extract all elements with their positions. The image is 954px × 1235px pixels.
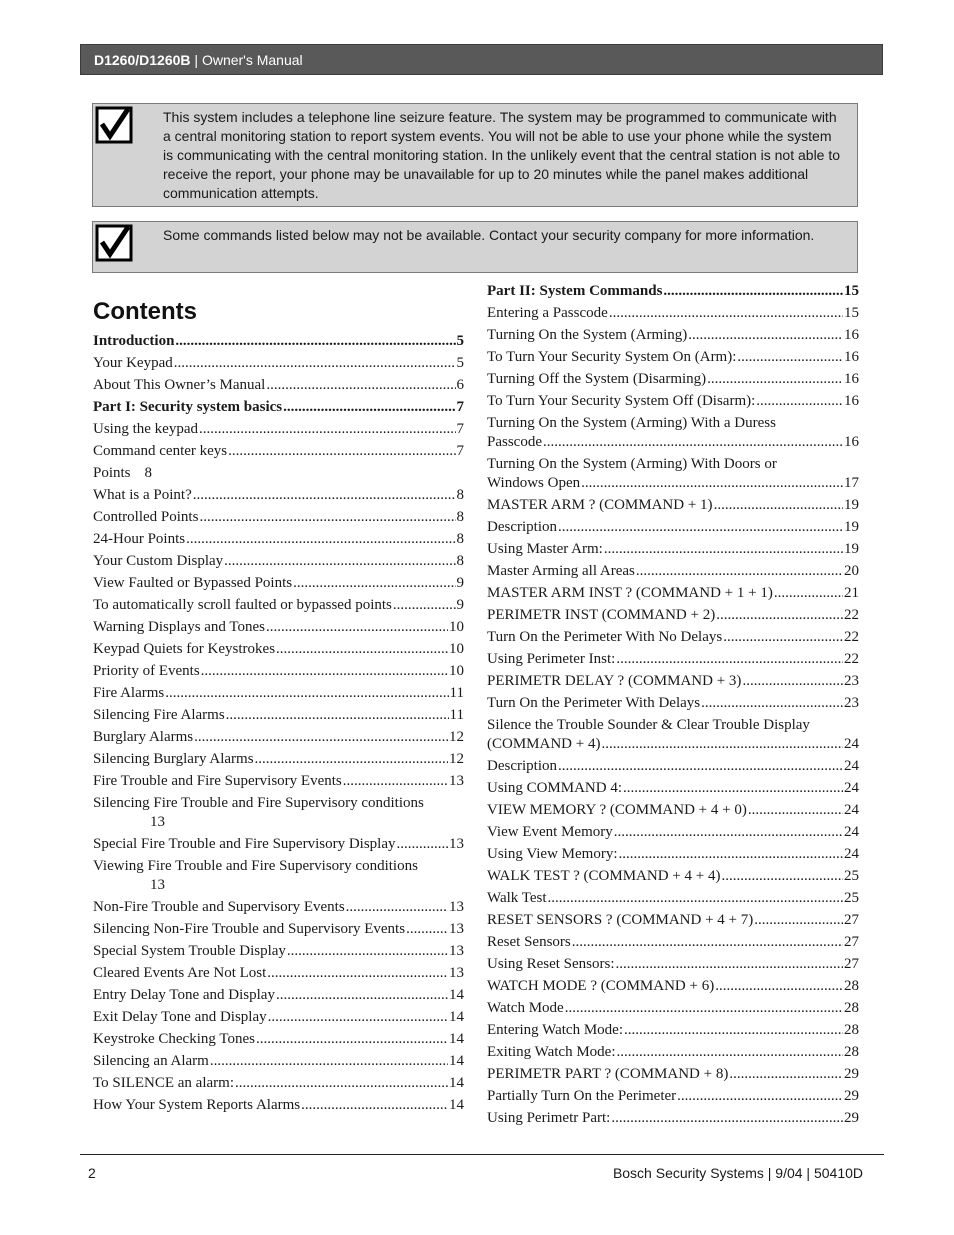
dot-leader	[256, 1030, 448, 1049]
model-number: D1260/D1260B	[94, 52, 191, 68]
toc-entry[interactable]	[487, 716, 859, 754]
toc-entry[interactable]	[93, 942, 464, 961]
toc-entry-page: 13	[150, 877, 165, 893]
footer-divider	[80, 1154, 884, 1155]
dot-leader	[663, 282, 843, 301]
dot-leader	[210, 1052, 448, 1071]
dot-leader	[267, 964, 448, 983]
toc-entry-title: Description	[487, 519, 557, 535]
dot-leader	[618, 845, 843, 864]
toc-entry-page: 15	[844, 305, 859, 321]
toc-entry-page: 24	[844, 802, 859, 818]
dot-leader	[701, 694, 843, 713]
toc-entry-page: 21	[844, 585, 859, 601]
toc-entry[interactable]	[487, 562, 859, 581]
toc-entry[interactable]	[93, 920, 464, 939]
toc-entry[interactable]	[93, 662, 464, 681]
toc-entry-page: 22	[844, 629, 859, 645]
toc-entry[interactable]	[487, 455, 859, 493]
note-text: This system includes a telephone line seizure feature. The system may be programmed to communicate with a central monitoring station to report system events. You will not be able to use your phone while the system is communicating with the central monitoring station. In the unlikely event that the central station is not able to receive the report, your phone may be unavailable for up to 20 minutes while the panel makes additional communication attempts.	[163, 109, 841, 201]
toc-entry-title: Silencing an Alarm	[93, 1053, 209, 1069]
dot-leader	[774, 584, 843, 603]
toc-entry[interactable]	[93, 986, 464, 1005]
toc-entry-title: Turning On the System (Arming)	[487, 327, 688, 343]
toc-entry-title-continued: Windows Open	[487, 475, 581, 491]
toc-entry[interactable]	[487, 823, 859, 842]
toc-entry-title: Cleared Events Are Not Lost	[93, 965, 267, 981]
checkbox-icon	[95, 106, 133, 144]
toc-entry[interactable]	[93, 640, 464, 659]
contents-heading: Contents	[93, 298, 197, 325]
dot-leader	[266, 618, 448, 637]
dot-leader	[235, 1074, 448, 1093]
dot-leader	[193, 486, 456, 505]
toc-entry[interactable]	[487, 911, 859, 930]
dot-leader	[199, 508, 455, 527]
toc-entry[interactable]	[93, 1008, 464, 1027]
toc-entry-page: 5	[456, 333, 464, 349]
toc-entry[interactable]	[93, 442, 464, 461]
dot-leader	[226, 706, 449, 725]
toc-entry-title: Using Reset Sensors:	[487, 956, 615, 972]
toc-entry-title: PERIMETR INST (COMMAND + 2)	[487, 607, 716, 623]
toc-entry[interactable]	[487, 1021, 859, 1040]
toc-entry-title: To automatically scroll faulted or bypassed points	[93, 597, 392, 613]
toc-entry-page: 29	[844, 1066, 859, 1082]
toc-entry-page: 25	[844, 890, 859, 906]
toc-entry[interactable]	[487, 933, 859, 952]
note-box-phone-seizure	[92, 103, 858, 207]
toc-entry-page: 10	[449, 619, 464, 635]
dot-leader	[175, 332, 455, 351]
toc-entry[interactable]	[487, 518, 859, 537]
dot-leader	[201, 662, 448, 681]
dot-leader	[748, 801, 843, 820]
toc-entry-title: Your Custom Display	[93, 553, 224, 569]
toc-entry[interactable]	[487, 845, 859, 864]
dot-leader	[174, 354, 456, 373]
toc-entry-page: 28	[844, 1022, 859, 1038]
dot-leader	[194, 728, 448, 747]
note-text: Some commands listed below may not be available. Contact your security company for more information.	[163, 227, 815, 243]
toc-entry-page: 11	[449, 707, 464, 723]
toc-entry-page: 7	[456, 443, 464, 459]
toc-entry-title: Non-Fire Trouble and Supervisory Events	[93, 899, 345, 915]
toc-entry-title: Controlled Points	[93, 509, 199, 525]
toc-entry[interactable]	[93, 898, 464, 917]
header-separator: |	[190, 52, 202, 68]
toc-entry-title: Keypad Quiets for Keystrokes	[93, 641, 276, 657]
toc-entry-page: 14	[449, 987, 464, 1003]
toc-entry[interactable]	[93, 964, 464, 983]
dot-leader	[268, 1008, 448, 1027]
toc-entry-page: 16	[844, 371, 859, 387]
toc-entry[interactable]	[93, 750, 464, 769]
toc-entry[interactable]	[487, 1109, 859, 1128]
toc-entry-page: 14	[449, 1031, 464, 1047]
toc-entry-title: Turn On the Perimeter With Delays	[487, 695, 701, 711]
dot-leader	[572, 933, 843, 952]
dot-leader	[754, 911, 843, 930]
toc-entry-title: Using Master Arm:	[487, 541, 603, 557]
toc-entry-title: Keystroke Checking Tones	[93, 1031, 255, 1047]
dot-leader	[558, 757, 843, 776]
dot-leader	[616, 650, 843, 669]
toc-entry-page: 13	[449, 921, 464, 937]
dot-leader	[186, 530, 455, 549]
toc-entry[interactable]	[93, 376, 464, 395]
toc-entry-page: 28	[844, 1044, 859, 1060]
toc-entry-page: 24	[844, 736, 859, 752]
toc-entry[interactable]	[487, 955, 859, 974]
toc-entry-title: 24-Hour Points	[93, 531, 186, 547]
toc-entry-title: Entering Watch Mode:	[487, 1022, 623, 1038]
dot-leader	[393, 596, 456, 615]
toc-entry-page: 13	[449, 943, 464, 959]
toc-entry[interactable]	[487, 540, 859, 559]
toc-entry[interactable]	[93, 574, 464, 593]
toc-entry-title: Turning Off the System (Disarming)	[487, 371, 707, 387]
toc-entry-page: 12	[449, 729, 464, 745]
toc-entry[interactable]	[487, 1087, 859, 1106]
toc-entry-page: 27	[844, 912, 859, 928]
toc-entry[interactable]	[487, 694, 859, 713]
dot-leader	[581, 474, 843, 493]
dot-leader	[616, 955, 844, 974]
toc-entry-page: 8	[144, 465, 153, 481]
toc-entry-page: 13	[449, 965, 464, 981]
dot-leader	[266, 376, 455, 395]
toc-entry-title: Turn On the Perimeter With No Delays	[487, 629, 723, 645]
toc-entry-page: 14	[449, 1009, 464, 1025]
dot-leader	[721, 867, 843, 886]
toc-entry-title: Silence the Trouble Sounder & Clear Trouble Display	[487, 717, 810, 733]
dot-leader	[548, 889, 843, 908]
toc-entry[interactable]	[93, 508, 464, 527]
toc-entry-title: How Your System Reports Alarms	[93, 1097, 301, 1113]
toc-entry[interactable]	[93, 1074, 464, 1093]
toc-entry-page: 24	[844, 846, 859, 862]
dot-leader	[716, 606, 843, 625]
dot-leader	[343, 772, 448, 791]
toc-entry-title: PERIMETR PART ? (COMMAND + 8)	[487, 1066, 729, 1082]
toc-entry[interactable]	[93, 772, 464, 791]
dot-leader	[601, 735, 843, 754]
dot-leader	[723, 628, 843, 647]
toc-entry-title: Watch Mode	[487, 1000, 564, 1016]
toc-entry-page: 24	[844, 758, 859, 774]
toc-entry-title: To Turn Your Security System On (Arm):	[487, 349, 737, 365]
toc-entry-title: Introduction	[93, 333, 175, 349]
toc-entry-page: 28	[844, 978, 859, 994]
toc-entry-page: 27	[844, 934, 859, 950]
toc-entry-title-continued: Passcode	[487, 434, 542, 450]
toc-entry-page: 9	[456, 597, 464, 613]
toc-entry-title: Exit Delay Tone and Display	[93, 1009, 267, 1025]
dot-leader	[756, 392, 843, 411]
toc-entry[interactable]	[487, 370, 859, 389]
toc-entry-page: 22	[844, 651, 859, 667]
toc-entry-title: Entry Delay Tone and Display	[93, 987, 275, 1003]
toc-entry[interactable]	[93, 464, 464, 483]
toc-entry[interactable]	[487, 584, 859, 603]
toc-entry[interactable]	[487, 977, 859, 996]
toc-entry-title: Using View Memory:	[487, 846, 618, 862]
toc-entry[interactable]	[93, 1096, 464, 1115]
toc-entry-title: MASTER ARM INST ? (COMMAND + 1 + 1)	[487, 585, 773, 601]
toc-entry[interactable]	[93, 552, 464, 571]
toc-entry-title: Fire Trouble and Fire Supervisory Events	[93, 773, 342, 789]
toc-entry-title: Burglary Alarms	[93, 729, 194, 745]
toc-entry[interactable]	[487, 801, 859, 820]
checkbox-icon	[95, 224, 133, 262]
dot-leader	[715, 977, 843, 996]
toc-entry-page: 29	[844, 1088, 859, 1104]
toc-entry-title: Silencing Non-Fire Trouble and Supervisory Events	[93, 921, 406, 937]
toc-entry[interactable]	[93, 618, 464, 637]
toc-entry-page: 14	[449, 1053, 464, 1069]
toc-entry[interactable]	[487, 392, 859, 411]
dot-leader	[276, 640, 448, 659]
toc-entry-page: 16	[844, 434, 859, 450]
toc-entry-title: Warning Displays and Tones	[93, 619, 266, 635]
toc-entry-page: 9	[456, 575, 464, 591]
toc-entry-page: 13	[449, 899, 464, 915]
toc-entry-title: View Event Memory	[487, 824, 613, 840]
toc-entry-page: 8	[456, 553, 464, 569]
toc-entry[interactable]	[487, 414, 859, 452]
dot-leader	[283, 398, 455, 417]
toc-entry[interactable]	[487, 867, 859, 886]
toc-entry-page: 23	[844, 673, 859, 689]
toc-entry-title: Turning On the System (Arming) With a Duress	[487, 415, 776, 431]
toc-entry-page: 14	[449, 1075, 464, 1091]
dot-leader	[293, 574, 455, 593]
toc-entry-title: Special Fire Trouble and Fire Supervisory Display	[93, 836, 396, 852]
toc-entry-page: 19	[844, 541, 859, 557]
toc-column-left	[93, 332, 464, 1118]
toc-entry-page: 12	[449, 751, 464, 767]
toc-entry[interactable]	[487, 282, 859, 301]
toc-entry-title: Silencing Fire Trouble and Fire Supervisory conditions	[93, 795, 424, 811]
toc-entry-page: 25	[844, 868, 859, 884]
toc-entry[interactable]	[487, 348, 859, 367]
dot-leader	[611, 1109, 843, 1128]
toc-entry-title: Your Keypad	[93, 355, 173, 371]
toc-entry-title: Part II: System Commands	[487, 283, 663, 299]
toc-entry-page: 29	[844, 1110, 859, 1126]
toc-entry-page: 23	[844, 695, 859, 711]
toc-column-right	[487, 282, 859, 1131]
toc-entry-title: WATCH MODE ? (COMMAND + 6)	[487, 978, 715, 994]
toc-entry[interactable]	[487, 757, 859, 776]
toc-entry-page: 13	[150, 814, 165, 830]
toc-entry[interactable]	[487, 606, 859, 625]
toc-entry[interactable]	[93, 1030, 464, 1049]
toc-entry-title: Viewing Fire Trouble and Fire Supervisory conditions	[93, 858, 418, 874]
toc-entry-title: Master Arming all Areas	[487, 563, 635, 579]
toc-entry-page: 22	[844, 607, 859, 623]
toc-entry[interactable]	[93, 530, 464, 549]
dot-leader	[406, 920, 448, 939]
toc-entry-page: 13	[449, 773, 464, 789]
toc-entry-page: 8	[456, 487, 464, 503]
toc-entry-title: What is a Point?	[93, 487, 192, 503]
toc-entry-title: About This Owner’s Manual	[93, 377, 266, 393]
manual-title: Owner's Manual	[201, 52, 303, 68]
toc-entry[interactable]	[487, 628, 859, 647]
dot-leader	[558, 518, 843, 537]
dot-leader	[287, 942, 448, 961]
dot-leader	[346, 898, 448, 917]
toc-entry-title: View Faulted or Bypassed Points	[93, 575, 293, 591]
toc-entry-page: 14	[449, 1097, 464, 1113]
dot-leader	[396, 835, 448, 854]
toc-entry-title: Using COMMAND 4:	[487, 780, 623, 796]
toc-entry-page: 10	[449, 641, 464, 657]
toc-entry[interactable]	[487, 779, 859, 798]
toc-entry-page: 13	[449, 836, 464, 852]
toc-entry-page: 6	[456, 377, 464, 393]
toc-entry[interactable]	[93, 420, 464, 439]
toc-entry[interactable]	[487, 999, 859, 1018]
toc-entry[interactable]	[487, 304, 859, 323]
dot-leader	[228, 442, 455, 461]
toc-entry-page: 15	[844, 283, 859, 299]
dot-leader	[543, 433, 843, 452]
dot-leader	[688, 326, 843, 345]
note-box-command-availability	[92, 221, 858, 273]
toc-entry[interactable]	[93, 354, 464, 373]
toc-entry-title-continued: (COMMAND + 4)	[487, 736, 601, 752]
toc-entry-title: Points	[93, 465, 131, 481]
dot-leader	[677, 1087, 843, 1106]
toc-entry-title: VIEW MEMORY ? (COMMAND + 4 + 0)	[487, 802, 747, 818]
toc-entry-page: 11	[449, 685, 464, 701]
toc-entry-title: To Turn Your Security System Off (Disarm):	[487, 393, 756, 409]
toc-entry-title: Entering a Passcode	[487, 305, 608, 321]
dot-leader	[609, 304, 843, 323]
toc-entry-title: Special System Trouble Display	[93, 943, 286, 959]
dot-leader	[707, 370, 843, 389]
toc-entry[interactable]	[93, 706, 464, 725]
toc-entry[interactable]	[487, 889, 859, 908]
toc-entry-title: Using Perimeter Inst:	[487, 651, 616, 667]
toc-entry-title: To SILENCE an alarm:	[93, 1075, 234, 1091]
toc-entry-title: Turning On the System (Arming) With Doors or	[487, 456, 777, 472]
toc-entry-page: 5	[456, 355, 464, 371]
toc-entry-title: RESET SENSORS ? (COMMAND + 4 + 7)	[487, 912, 754, 928]
toc-entry[interactable]	[93, 794, 464, 832]
dot-leader	[623, 779, 843, 798]
dot-leader	[301, 1096, 448, 1115]
dot-leader	[714, 496, 843, 515]
toc-entry-title: Using Perimetr Part:	[487, 1110, 611, 1126]
toc-entry[interactable]	[93, 684, 464, 703]
toc-entry-page: 16	[844, 327, 859, 343]
toc-entry[interactable]	[487, 1065, 859, 1084]
toc-entry-title: Silencing Fire Alarms	[93, 707, 225, 723]
toc-entry-page: 24	[844, 780, 859, 796]
toc-entry-title: Using the keypad	[93, 421, 198, 437]
toc-entry-page: 16	[844, 393, 859, 409]
toc-entry-page: 28	[844, 1000, 859, 1016]
dot-leader	[636, 562, 843, 581]
toc-entry-page: 7	[456, 421, 464, 437]
toc-entry[interactable]	[93, 596, 464, 615]
toc-entry[interactable]	[487, 326, 859, 345]
page-header	[80, 44, 883, 75]
toc-entry-page: 27	[844, 956, 859, 972]
toc-entry[interactable]	[487, 650, 859, 669]
dot-leader	[565, 999, 843, 1018]
dot-leader	[224, 552, 455, 571]
dot-leader	[604, 540, 843, 559]
toc-entry-title: Reset Sensors	[487, 934, 571, 950]
page-number: 2	[88, 1165, 96, 1181]
toc-entry-page: 7	[456, 399, 464, 415]
toc-entry-page: 10	[449, 663, 464, 679]
toc-entry[interactable]	[93, 332, 464, 351]
dot-leader	[276, 986, 448, 1005]
toc-entry-title: Walk Test	[487, 890, 547, 906]
toc-entry[interactable]	[93, 857, 464, 895]
toc-entry[interactable]	[93, 486, 464, 505]
dot-leader	[165, 684, 448, 703]
toc-entry[interactable]	[487, 1043, 859, 1062]
toc-entry[interactable]	[93, 835, 464, 854]
toc-entry[interactable]	[93, 1052, 464, 1071]
toc-entry-title: MASTER ARM ? (COMMAND + 1)	[487, 497, 713, 513]
dot-leader	[614, 823, 843, 842]
toc-entry[interactable]	[487, 496, 859, 515]
dot-leader	[617, 1043, 844, 1062]
toc-entry[interactable]	[487, 672, 859, 691]
toc-entry-title: Partially Turn On the Perimeter	[487, 1088, 677, 1104]
toc-entry-page: 19	[844, 519, 859, 535]
toc-entry-page: 16	[844, 349, 859, 365]
toc-entry[interactable]	[93, 728, 464, 747]
dot-leader	[737, 348, 843, 367]
dot-leader	[729, 1065, 843, 1084]
toc-entry-title: PERIMETR DELAY ? (COMMAND + 3)	[487, 673, 742, 689]
toc-entry-page: 24	[844, 824, 859, 840]
toc-entry-title: Exiting Watch Mode:	[487, 1044, 616, 1060]
dot-leader	[199, 420, 456, 439]
dot-leader	[742, 672, 843, 691]
toc-entry-page: 20	[844, 563, 859, 579]
dot-leader	[624, 1021, 843, 1040]
toc-entry[interactable]	[93, 398, 464, 417]
toc-entry-page: 8	[456, 509, 464, 525]
toc-entry-page: 8	[456, 531, 464, 547]
footer-publisher: Bosch Security Systems | 9/04 | 50410D	[612, 1165, 863, 1181]
toc-entry-title: Fire Alarms	[93, 685, 165, 701]
toc-entry-title: Description	[487, 758, 557, 774]
dot-leader	[255, 750, 448, 769]
toc-entry-title: Priority of Events	[93, 663, 200, 679]
toc-entry-page: 19	[844, 497, 859, 513]
toc-entry-page: 17	[844, 475, 859, 491]
toc-entry-title: WALK TEST ? (COMMAND + 4 + 4)	[487, 868, 721, 884]
toc-entry-title: Silencing Burglary Alarms	[93, 751, 254, 767]
toc-entry-title: Command center keys	[93, 443, 228, 459]
toc-entry-title: Part I: Security system basics	[93, 399, 283, 415]
